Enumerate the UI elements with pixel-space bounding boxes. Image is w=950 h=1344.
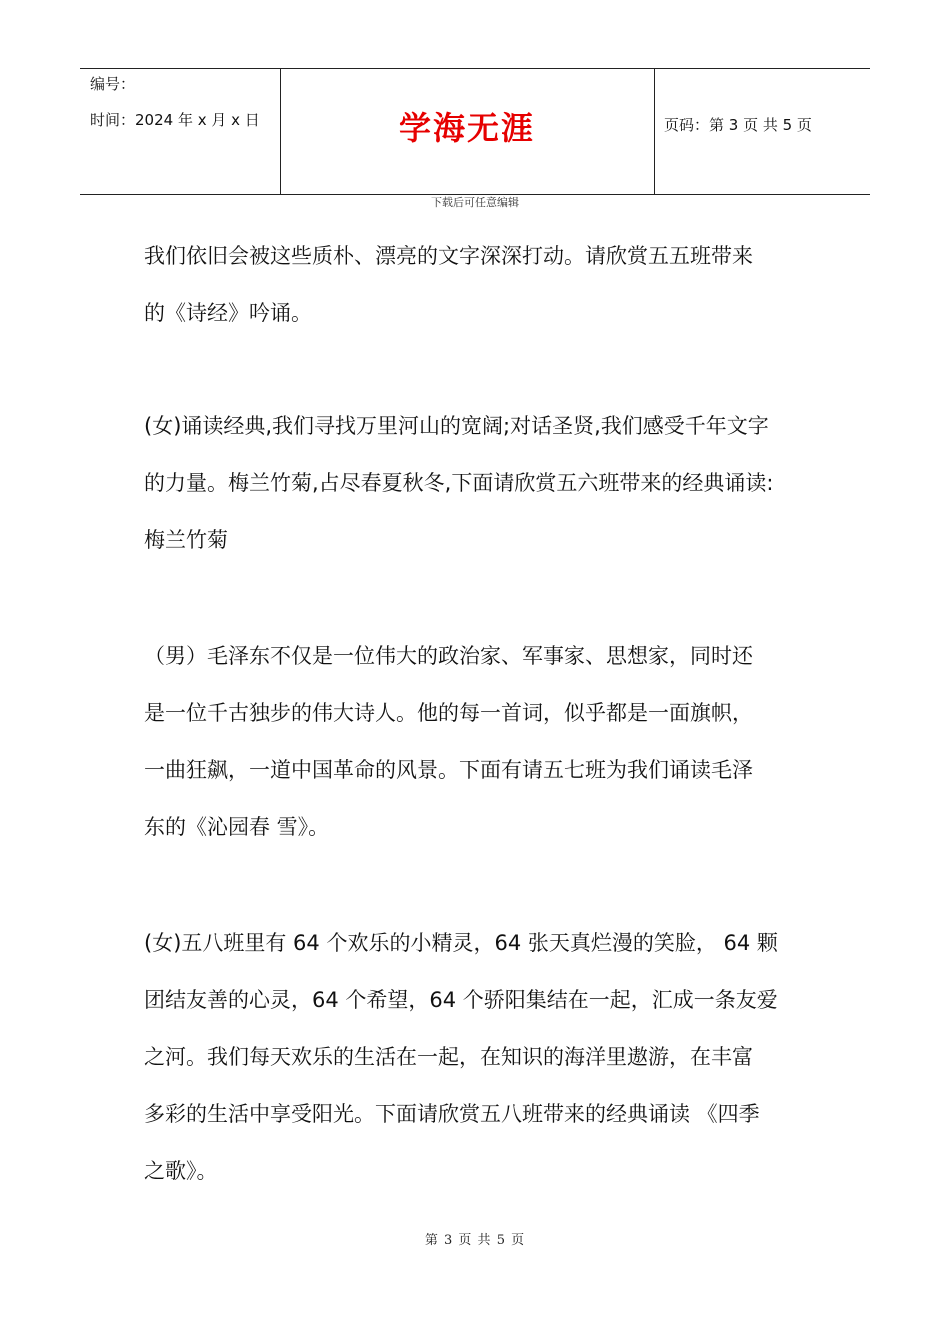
text-line: 一曲狂飙，一道中国革命的风景。下面有请五七班为我们诵读毛泽: [144, 758, 753, 782]
document-time-label: 时间：2024 年 x 月 x 日: [90, 111, 260, 129]
paragraph-2: [144, 398, 824, 569]
text-line: 的力量。梅兰竹菊,占尽春夏秋冬,下面请欣赏五六班带来的经典诵读:: [144, 471, 774, 495]
text-line: 东的《沁园春 雪》。: [144, 815, 330, 839]
text-line: 的《诗经》吟诵。: [144, 301, 312, 325]
text-line: 是一位千古独步的伟大诗人。他的每一首词，似乎都是一面旗帜，: [144, 701, 753, 725]
document-number-label: 编号：: [90, 75, 136, 93]
page-info: 页码：第 3 页 共 5 页: [664, 116, 812, 134]
download-note: 下载后可任意编辑: [431, 196, 519, 209]
page-footer: 第 3 页 共 5 页: [424, 1233, 526, 1248]
text-line: 梅兰竹菊: [144, 528, 228, 552]
text-line: (女)五八班里有 64 个欢乐的小精灵，64 张天真烂漫的笑脸， 64 颗: [144, 931, 778, 955]
text-line: 团结友善的心灵，64 个希望，64 个骄阳集结在一起，汇成一条友爱: [144, 988, 778, 1012]
text-line: (女)诵读经典,我们寻找万里河山的宽阔;对话圣贤,我们感受千年文字: [144, 414, 769, 438]
text-line: （男）毛泽东不仅是一位伟大的政治家、军事家、思想家，同时还: [144, 644, 753, 668]
brand-title: 学海无涯: [398, 109, 535, 147]
text-line: 多彩的生活中享受阳光。下面请欣赏五八班带来的经典诵读 《四季: [144, 1102, 760, 1126]
text-line: 之歌》。: [144, 1159, 218, 1183]
text-line: 我们依旧会被这些质朴、漂亮的文字深深打动。请欣赏五五班带来: [144, 244, 753, 268]
header-divider-right: [654, 69, 655, 194]
paragraph-4: [144, 915, 824, 1200]
paragraph-3: [144, 628, 824, 856]
text-line: 之河。我们每天欢乐的生活在一起，在知识的海洋里遨游，在丰富: [144, 1045, 753, 1069]
paragraph-1: [144, 228, 824, 342]
header-table: [80, 68, 870, 195]
